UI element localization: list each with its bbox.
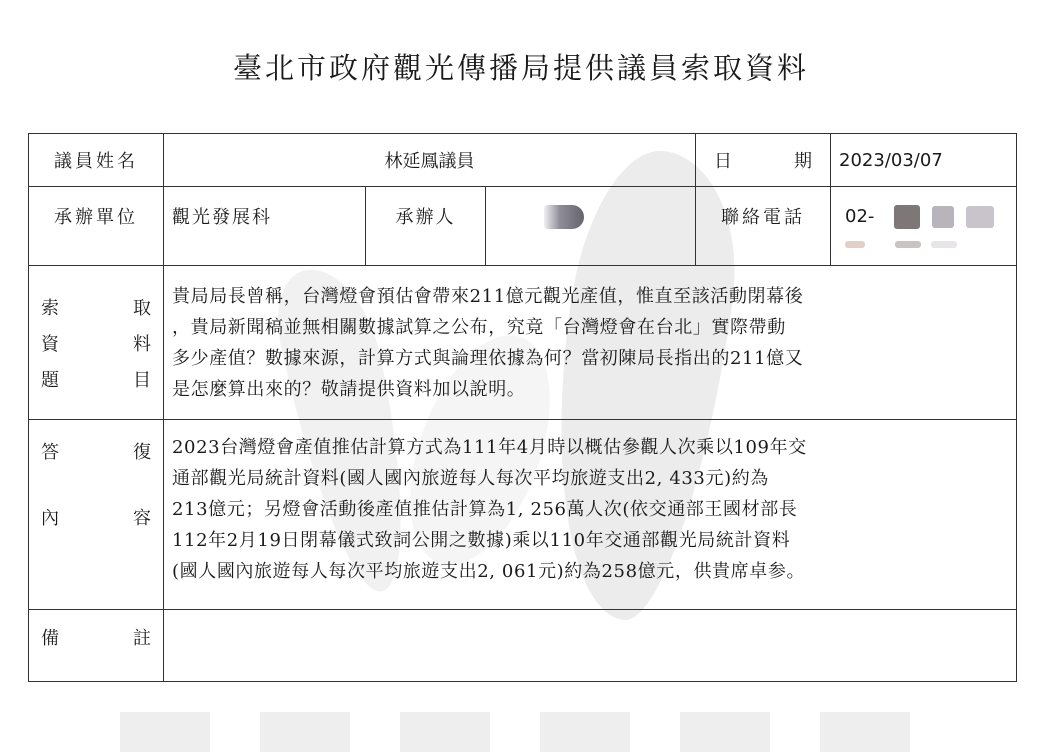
row-unit [29,187,1017,266]
reply-label-char: 容 [133,508,151,529]
request-label-char: 資 [41,333,59,355]
date-label [696,134,831,187]
remarks-value [164,610,1017,682]
row-remarks [29,610,1017,682]
request-line: ，貴局新聞稿並無相關數據試算之公布，究竟「台灣燈會在台北」實際帶動 [172,316,786,338]
councilor-value: 林延鳳議員 [164,134,696,187]
councilor-label: 議員姓名 [29,134,164,187]
request-label-char: 索 [41,297,59,319]
remarks-label-a: 備 [41,628,59,649]
watermark-band [120,712,920,752]
request-line: 貴局局長曾稱，台灣燈會預估會帶來211億元觀光產值，惟直至該活動閉幕後 [172,285,804,307]
document-title: 臺北市政府觀光傳播局提供議員索取資料 [232,51,809,85]
request-line: 是怎麼算出來的？敬請提供資料加以說明。 [172,378,526,400]
date-label-a: 日 [714,151,733,172]
request-label-char: 取 [133,297,151,319]
phone-label: 聯絡電話 [696,187,831,266]
handler-value [486,187,696,266]
redacted-phone-line-2 [845,233,1008,241]
date-value: 2023/03/07 [831,134,1017,187]
reply-label-char: 復 [133,442,151,463]
redacted-phone-part-3 [966,206,994,228]
reply-line: 213億元；另燈會活動後產值推估計算為1, 256萬人次(依交通部王國材部長 [172,499,798,520]
request-label-char: 題 [41,369,59,391]
phone-value [831,187,1017,266]
reply-label-char: 內 [41,508,59,529]
redacted-handler-name [544,205,584,229]
row-request [29,266,1017,420]
handler-label: 承辦人 [366,187,486,266]
reply-label-char: 答 [41,442,59,463]
redacted-phone-part-1 [894,205,920,229]
row-reply [29,420,1017,610]
request-line: 多少產值？數據來源，計算方式與論理依據為何？當初陳局長指出的211億又 [172,347,804,369]
reply-content [164,420,1017,610]
request-label-char: 料 [133,333,151,355]
request-content [164,266,1017,420]
request-form-table [28,133,1017,682]
phone-prefix: 02- [845,206,875,227]
reply-line: 2023台灣燈會產值推估計算方式為111年4月時以概估參觀人次乘以109年交 [172,437,807,458]
unit-value: 觀光發展科 [164,187,366,266]
reply-line: 112年2月19日閉幕儀式致詞公開之數據)乘以110年交通部觀光局統計資料 [172,530,791,551]
unit-label: 承辦單位 [29,187,164,266]
remarks-label [29,610,164,682]
reply-line: (國人國內旅遊每人每次平均旅遊支出2, 061元)約為258億元，供貴席卓参。 [172,561,806,582]
date-label-b: 期 [794,151,813,172]
remarks-label-b: 註 [133,628,151,649]
reply-line: 通部觀光局統計資料(國人國內旅遊每人每次平均旅遊支出2, 433元)約為 [172,468,769,489]
reply-label [29,420,164,610]
request-label [29,266,164,420]
request-label-char: 目 [133,369,151,391]
redacted-phone-part-2 [932,206,954,228]
row-councilor [29,134,1017,187]
